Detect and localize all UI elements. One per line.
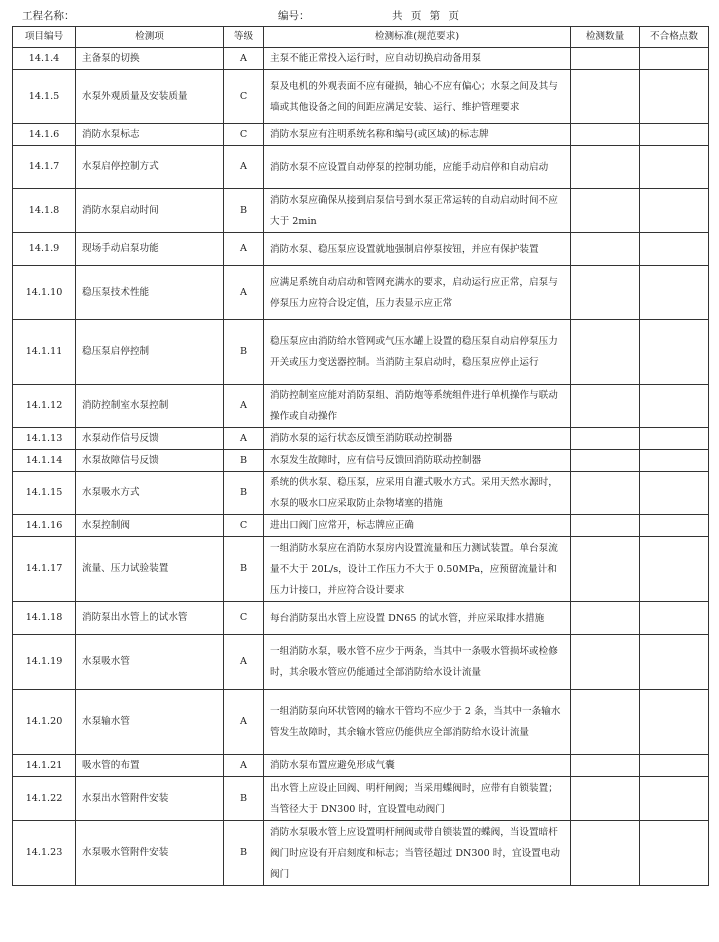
- cell-standard: 消防水泵布置应避免形成气囊: [264, 755, 571, 777]
- cell-code: 14.1.11: [13, 320, 76, 385]
- cell-code: 14.1.9: [13, 233, 76, 266]
- cell-standard: 每台消防泵出水管上应设置 DN65 的试水管，并应采取排水措施: [264, 602, 571, 635]
- cell-item: 水泵吸水管: [76, 635, 224, 690]
- table-row: [13, 48, 709, 70]
- cell-failed: [640, 146, 709, 189]
- cell-grade: A: [224, 233, 264, 266]
- cell-quantity: [571, 48, 640, 70]
- table-row: [13, 266, 709, 320]
- cell-item: 水泵出水管附件安装: [76, 777, 224, 821]
- cell-item: 稳压泵启停控制: [76, 320, 224, 385]
- cell-item: 水泵吸水方式: [76, 472, 224, 515]
- column-header-item: 检测项: [76, 27, 224, 48]
- cell-grade: B: [224, 777, 264, 821]
- table-row: [13, 635, 709, 690]
- cell-code: 14.1.22: [13, 777, 76, 821]
- table-row: [13, 189, 709, 233]
- cell-quantity: [571, 428, 640, 450]
- cell-code: 14.1.15: [13, 472, 76, 515]
- cell-quantity: [571, 537, 640, 602]
- cell-code: 14.1.5: [13, 70, 76, 124]
- cell-failed: [640, 233, 709, 266]
- cell-item: 主备泵的切换: [76, 48, 224, 70]
- cell-standard: 主泵不能正常投入运行时，应自动切换启动备用泵: [264, 48, 571, 70]
- cell-standard: 水泵发生故障时，应有信号反馈回消防联动控制器: [264, 450, 571, 472]
- cell-grade: A: [224, 755, 264, 777]
- cell-failed: [640, 48, 709, 70]
- cell-failed: [640, 690, 709, 755]
- cell-failed: [640, 320, 709, 385]
- table-body: [13, 48, 709, 886]
- cell-quantity: [571, 385, 640, 428]
- cell-standard: 一组消防水泵，吸水管不应少于两条，当其中一条吸水管损坏或检修时，其余吸水管应仍能通过全部消防给水设计流量: [264, 635, 571, 690]
- table-row: [13, 690, 709, 755]
- cell-standard: 进出口阀门应常开，标志牌应正确: [264, 515, 571, 537]
- cell-standard: 消防水泵吸水管上应设置明杆闸阀或带自锁装置的蝶阀，当设置暗杆阀门时应设有开启刻度和标志；当管径超过 DN300 时，宜设置电动阀门: [264, 821, 571, 886]
- cell-standard: 出水管上应设止回阀、明杆闸阀；当采用蝶阀时，应带有自锁装置；当管径大于 DN300 时，宜设置电动阀门: [264, 777, 571, 821]
- cell-code: 14.1.13: [13, 428, 76, 450]
- table-row: [13, 233, 709, 266]
- cell-item: 消防泵出水管上的试水管: [76, 602, 224, 635]
- cell-item: 消防控制室水泵控制: [76, 385, 224, 428]
- cell-code: 14.1.7: [13, 146, 76, 189]
- cell-grade: B: [224, 472, 264, 515]
- cell-standard: 消防控制室应能对消防泵组、消防炮等系统组件进行单机操作与联动操作或自动操作: [264, 385, 571, 428]
- cell-item: 水泵故障信号反馈: [76, 450, 224, 472]
- column-header-standard: 检测标准(规范要求): [264, 27, 571, 48]
- cell-failed: [640, 515, 709, 537]
- cell-failed: [640, 450, 709, 472]
- cell-standard: 消防水泵不应设置自动停泵的控制功能，应能手动启停和自动启动: [264, 146, 571, 189]
- cell-standard: 系统的供水泵、稳压泵，应采用自灌式吸水方式。采用天然水源时，水泵的吸水口应采取防止杂物堵塞的措施: [264, 472, 571, 515]
- cell-failed: [640, 821, 709, 886]
- cell-standard: 应满足系统自动启动和管网充满水的要求，启动运行应正常，启泵与停泵压力应符合设定值，压力表显示应正常: [264, 266, 571, 320]
- cell-quantity: [571, 602, 640, 635]
- cell-code: 14.1.18: [13, 602, 76, 635]
- cell-standard: 消防水泵、稳压泵应设置就地强制启停泵按钮，并应有保护装置: [264, 233, 571, 266]
- cell-failed: [640, 472, 709, 515]
- page-count-label: 共 页 第 页: [392, 10, 460, 22]
- cell-code: 14.1.14: [13, 450, 76, 472]
- cell-item: 水泵吸水管附件安装: [76, 821, 224, 886]
- cell-failed: [640, 266, 709, 320]
- cell-grade: A: [224, 690, 264, 755]
- cell-item: 现场手动启泵功能: [76, 233, 224, 266]
- cell-standard: 消防水泵的运行状态反馈至消防联动控制器: [264, 428, 571, 450]
- cell-code: 14.1.21: [13, 755, 76, 777]
- cell-quantity: [571, 690, 640, 755]
- cell-standard: 消防水泵应有注明系统名称和编号(或区域)的标志牌: [264, 124, 571, 146]
- cell-grade: A: [224, 266, 264, 320]
- header-row: [13, 27, 709, 48]
- column-header-failed: 不合格点数: [640, 27, 709, 48]
- cell-grade: B: [224, 450, 264, 472]
- cell-quantity: [571, 635, 640, 690]
- cell-code: 14.1.12: [13, 385, 76, 428]
- cell-item: 消防水泵启动时间: [76, 189, 224, 233]
- cell-quantity: [571, 266, 640, 320]
- cell-quantity: [571, 233, 640, 266]
- cell-grade: B: [224, 537, 264, 602]
- table-row: [13, 428, 709, 450]
- table-row: [13, 602, 709, 635]
- table-row: [13, 777, 709, 821]
- cell-quantity: [571, 124, 640, 146]
- table-header: [13, 27, 709, 48]
- cell-quantity: [571, 320, 640, 385]
- table-row: [13, 124, 709, 146]
- cell-failed: [640, 777, 709, 821]
- cell-failed: [640, 602, 709, 635]
- cell-item: 水泵外观质量及安装质量: [76, 70, 224, 124]
- cell-quantity: [571, 146, 640, 189]
- cell-failed: [640, 537, 709, 602]
- cell-code: 14.1.6: [13, 124, 76, 146]
- cell-item: 吸水管的布置: [76, 755, 224, 777]
- cell-code: 14.1.20: [13, 690, 76, 755]
- cell-code: 14.1.16: [13, 515, 76, 537]
- cell-code: 14.1.10: [13, 266, 76, 320]
- table-row: [13, 472, 709, 515]
- cell-item: 流量、压力试验装置: [76, 537, 224, 602]
- cell-grade: B: [224, 189, 264, 233]
- cell-standard: 泵及电机的外观表面不应有碰损，轴心不应有偏心；水泵之间及其与墙或其他设备之间的间距应满足安装、运行、维护管理要求: [264, 70, 571, 124]
- cell-grade: A: [224, 385, 264, 428]
- cell-item: 水泵控制阀: [76, 515, 224, 537]
- cell-code: 14.1.4: [13, 48, 76, 70]
- project-name-label: 工程名称：: [22, 10, 75, 22]
- cell-grade: C: [224, 70, 264, 124]
- cell-item: 稳压泵技术性能: [76, 266, 224, 320]
- table-row: [13, 70, 709, 124]
- cell-quantity: [571, 821, 640, 886]
- cell-standard: 一组消防泵向环状管网的输水干管均不应少于 2 条，当其中一条输水管发生故障时，其余输水管应仍能供应全部消防给水设计流量: [264, 690, 571, 755]
- cell-standard: 消防水泵应确保从接到启泵信号到水泵正常运转的自动启动时间不应大于 2min: [264, 189, 571, 233]
- table-row: [13, 537, 709, 602]
- cell-failed: [640, 70, 709, 124]
- document-number-label: 编号：: [278, 10, 310, 22]
- cell-grade: A: [224, 428, 264, 450]
- cell-failed: [640, 428, 709, 450]
- cell-failed: [640, 635, 709, 690]
- table-row: [13, 515, 709, 537]
- table-row: [13, 450, 709, 472]
- table-row: [13, 146, 709, 189]
- cell-grade: A: [224, 635, 264, 690]
- cell-grade: C: [224, 515, 264, 537]
- cell-code: 14.1.23: [13, 821, 76, 886]
- table-row: [13, 755, 709, 777]
- cell-grade: C: [224, 602, 264, 635]
- cell-grade: A: [224, 48, 264, 70]
- cell-failed: [640, 385, 709, 428]
- table-row: [13, 320, 709, 385]
- column-header-grade: 等级: [224, 27, 264, 48]
- cell-failed: [640, 189, 709, 233]
- cell-item: 水泵动作信号反馈: [76, 428, 224, 450]
- table-row: [13, 821, 709, 886]
- cell-quantity: [571, 515, 640, 537]
- cell-quantity: [571, 777, 640, 821]
- cell-quantity: [571, 450, 640, 472]
- cell-standard: 一组消防水泵应在消防水泵房内设置流量和压力测试装置。单台泵流量不大于 20L/s，设计工作压力不大于 0.50MPa，应预留流量计和压力计接口，并应符合设计要求: [264, 537, 571, 602]
- cell-standard: 稳压泵应由消防给水管网或气压水罐上设置的稳压泵自动启停泵压力开关或压力变送器控制。当消防主泵启动时，稳压泵应停止运行: [264, 320, 571, 385]
- cell-quantity: [571, 755, 640, 777]
- cell-quantity: [571, 70, 640, 124]
- cell-quantity: [571, 472, 640, 515]
- cell-failed: [640, 755, 709, 777]
- cell-grade: A: [224, 146, 264, 189]
- cell-item: 水泵启停控制方式: [76, 146, 224, 189]
- cell-failed: [640, 124, 709, 146]
- cell-grade: B: [224, 320, 264, 385]
- cell-item: 消防水泵标志: [76, 124, 224, 146]
- inspection-table: [12, 26, 709, 886]
- cell-code: 14.1.17: [13, 537, 76, 602]
- cell-code: 14.1.19: [13, 635, 76, 690]
- cell-code: 14.1.8: [13, 189, 76, 233]
- cell-grade: C: [224, 124, 264, 146]
- cell-item: 水泵输水管: [76, 690, 224, 755]
- column-header-code: 项目编号: [13, 27, 76, 48]
- cell-quantity: [571, 189, 640, 233]
- page-header: [0, 6, 719, 24]
- column-header-quantity: 检测数量: [571, 27, 640, 48]
- cell-grade: B: [224, 821, 264, 886]
- table-row: [13, 385, 709, 428]
